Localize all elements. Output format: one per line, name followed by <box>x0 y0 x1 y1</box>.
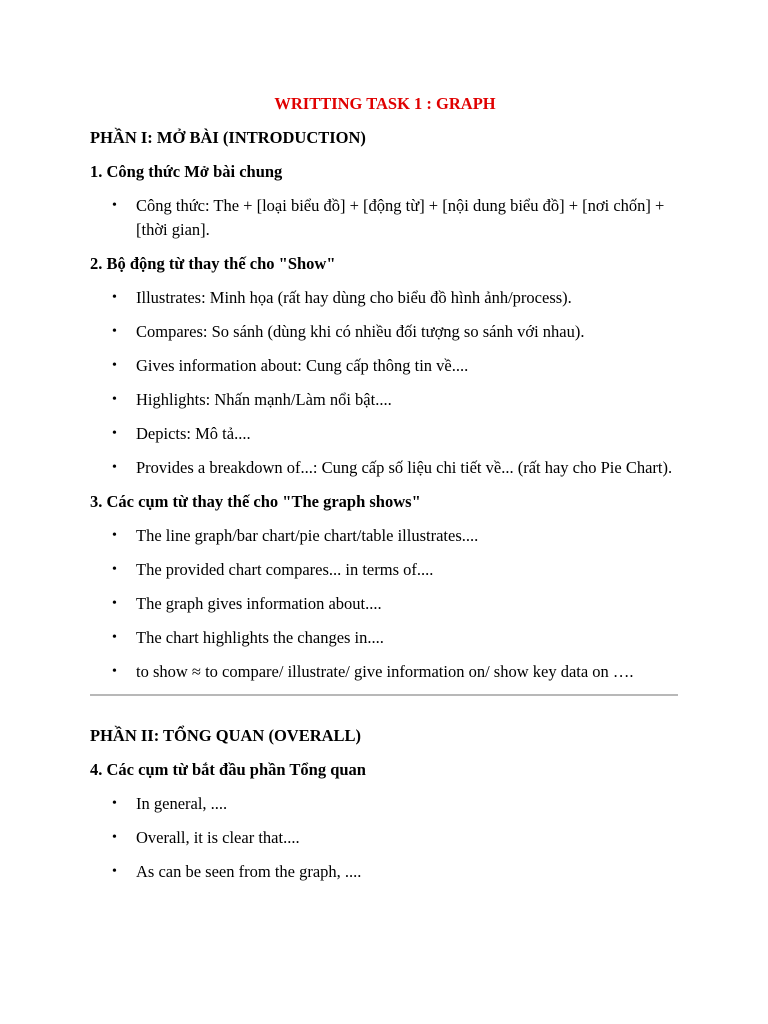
list-item-text: As can be seen from the graph, .... <box>136 862 362 881</box>
list-item-text: In general, .... <box>136 794 228 813</box>
list-item-text: to show ≈ to compare/ illustrate/ give information on/ show key data on …. <box>136 662 634 681</box>
list-item-text: Gives information about: Cung cấp thông tin về.... <box>136 356 469 375</box>
list-item-text: The line graph/bar chart/pie chart/table illustrates.... <box>136 526 479 545</box>
section1-heading: 1. Công thức Mở bài chung <box>90 162 283 181</box>
bullet-icon: • <box>112 290 117 305</box>
list-item <box>90 826 680 850</box>
list-item <box>90 660 680 684</box>
list-item-text: Provides a breakdown of...: Cung cấp số liệu chi tiết về... (rất hay cho Pie Chart). <box>136 458 673 477</box>
list-item-text: Illustrates: Minh họa (rất hay dùng cho biểu đồ hình ảnh/process). <box>136 288 572 307</box>
bullet-icon: • <box>112 630 117 645</box>
bullet-icon: • <box>112 460 117 475</box>
section3-list <box>90 524 680 684</box>
list-item <box>90 194 680 242</box>
bullet-icon: • <box>112 796 117 811</box>
list-item <box>90 524 680 548</box>
part2-heading: PHẦN II: TỔNG QUAN (OVERALL) <box>90 726 362 745</box>
section2-list <box>90 286 680 480</box>
bullet-icon: • <box>112 392 117 407</box>
section1-list <box>90 194 680 242</box>
list-item-text: Overall, it is clear that.... <box>136 828 300 847</box>
list-item <box>90 592 680 616</box>
list-item <box>90 320 680 344</box>
bullet-icon: • <box>112 198 117 213</box>
bullet-icon: • <box>112 664 117 679</box>
list-item-text: Highlights: Nhấn mạnh/Làm nổi bật.... <box>136 390 392 409</box>
bullet-icon: • <box>112 562 117 577</box>
list-item <box>90 558 680 582</box>
bullet-icon: • <box>112 324 117 339</box>
list-item <box>90 388 680 412</box>
list-item <box>90 456 680 480</box>
bullet-icon: • <box>112 830 117 845</box>
list-item-text: Công thức: The + [loại biểu đồ] + [động từ] + [nội dung biểu đồ] + [nơi chốn] + [thời gian]. <box>136 196 665 239</box>
list-item-text: The graph gives information about.... <box>136 594 382 613</box>
list-item <box>90 422 680 446</box>
section2-heading: 2. Bộ động từ thay thế cho "Show" <box>90 254 336 273</box>
list-item-text: Compares: So sánh (dùng khi có nhiều đối tượng so sánh với nhau). <box>136 322 585 341</box>
document-page <box>90 92 680 894</box>
section3-heading: 3. Các cụm từ thay thế cho "The graph shows" <box>90 492 421 511</box>
list-item <box>90 626 680 650</box>
list-item-text: Depicts: Mô tả.... <box>136 424 251 443</box>
bullet-icon: • <box>112 358 117 373</box>
bullet-icon: • <box>112 528 117 543</box>
part1-heading: PHẦN I: MỞ BÀI (INTRODUCTION) <box>90 128 366 147</box>
bullet-icon: • <box>112 596 117 611</box>
list-item <box>90 792 680 816</box>
list-item-text: The provided chart compares... in terms of.... <box>136 560 434 579</box>
section-divider <box>90 694 678 696</box>
list-item <box>90 286 680 310</box>
section4-heading: 4. Các cụm từ bắt đầu phần Tổng quan <box>90 760 366 779</box>
list-item-text: The chart highlights the changes in.... <box>136 628 384 647</box>
list-item <box>90 354 680 378</box>
bullet-icon: • <box>112 864 117 879</box>
section4-list <box>90 792 680 884</box>
document-title: WRITTING TASK 1 : GRAPH <box>274 94 496 113</box>
bullet-icon: • <box>112 426 117 441</box>
list-item <box>90 860 680 884</box>
